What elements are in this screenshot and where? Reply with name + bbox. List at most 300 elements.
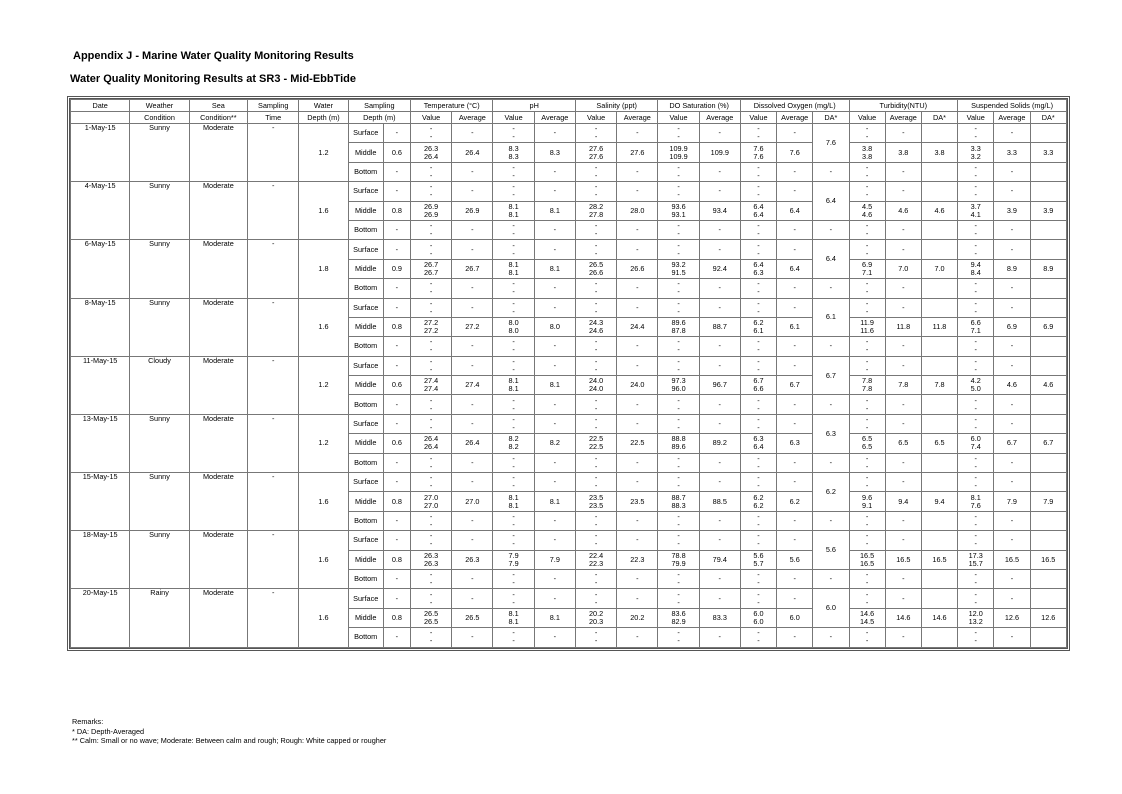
- cell-ss-average: 16.5: [994, 550, 1030, 569]
- dash-line: -: [757, 337, 760, 347]
- dash-line: -: [757, 570, 760, 580]
- cell-ss-da: [1030, 569, 1066, 588]
- cell-time: -: [248, 298, 299, 356]
- cell-turbidity-average: -: [885, 395, 921, 414]
- remark-sea-condition: ** Calm: Small or no wave; Moderate: Between calm and rough; Rough: White capped or rougher: [72, 736, 387, 745]
- cell-turbidity-average: 7.8: [885, 376, 921, 395]
- dash-line: -: [594, 597, 598, 607]
- cell-do-sat-average: -: [699, 240, 740, 259]
- dash-line: -: [757, 306, 760, 316]
- cell-ss-da: [1030, 589, 1066, 608]
- dash-line: -: [512, 298, 515, 308]
- cell-level: Surface: [348, 531, 383, 550]
- cell-do-average: -: [777, 356, 813, 375]
- dash-line: -: [594, 512, 598, 521]
- value-line: 26.6: [588, 267, 604, 277]
- cell-temp-average: -: [452, 511, 493, 530]
- cell-water-depth: 1.8: [299, 240, 348, 298]
- table-row: [71, 589, 1067, 608]
- cell-temp-value: [410, 569, 451, 588]
- cell-do-value: [740, 628, 776, 647]
- column-subheader: Average: [617, 112, 658, 124]
- column-subheader: DA*: [1030, 112, 1066, 124]
- cell-ph-value: [493, 395, 534, 414]
- cell-salinity-average: 24.0: [617, 376, 658, 395]
- value-line: 8.3: [508, 151, 519, 161]
- cell-do-sat-average: -: [699, 337, 740, 356]
- cell-date: 11-May-15: [71, 356, 130, 414]
- remarks: [72, 717, 386, 746]
- value-line: 13.2: [968, 616, 983, 626]
- cell-salinity-average: 24.4: [617, 317, 658, 336]
- dash-line: -: [677, 306, 680, 316]
- column-subheader: Depth (m): [299, 112, 348, 124]
- cell-sampling-depth: -: [383, 279, 410, 298]
- dash-line: -: [974, 287, 977, 297]
- dash-line: -: [594, 240, 598, 250]
- cell-ss-da: [1030, 162, 1066, 181]
- cell-salinity-average: 22.3: [617, 550, 658, 569]
- dash-line: -: [677, 481, 680, 491]
- value-line: 16.5: [860, 550, 875, 560]
- dash-line: -: [974, 423, 977, 433]
- value-line: 5.6: [753, 550, 764, 560]
- results-table-frame: [67, 96, 1070, 651]
- cell-sampling-depth: -: [383, 414, 410, 433]
- cell-turbidity-value: [849, 259, 885, 278]
- cell-do-da: -: [813, 337, 849, 356]
- cell-salinity-average: -: [617, 240, 658, 259]
- cell-turbidity-average: -: [885, 124, 921, 143]
- cell-temp-average: -: [452, 414, 493, 433]
- cell-ph-average: -: [534, 240, 575, 259]
- cell-do-sat-average: -: [699, 511, 740, 530]
- cell-ss-average: -: [994, 473, 1030, 492]
- cell-turbidity-da: 4.6: [921, 201, 957, 220]
- dash-line: -: [757, 481, 760, 491]
- value-line: 20.3: [588, 616, 604, 626]
- dash-line: -: [677, 628, 680, 638]
- dash-line: -: [757, 124, 760, 134]
- cell-date: 13-May-15: [71, 414, 130, 472]
- column-subheader: Average: [699, 112, 740, 124]
- cell-weather: Sunny: [130, 473, 189, 531]
- cell-salinity-value: [575, 473, 616, 492]
- dash-line: -: [757, 279, 760, 289]
- cell-do-sat-average: 88.7: [699, 317, 740, 336]
- cell-ss-da: [1030, 240, 1066, 259]
- value-line: 15.7: [968, 558, 983, 568]
- cell-level: Surface: [348, 124, 383, 143]
- cell-ss-value: [958, 569, 994, 588]
- dash-line: -: [512, 473, 515, 483]
- cell-salinity-value: [575, 162, 616, 181]
- cell-water-depth: 1.6: [299, 473, 348, 531]
- cell-turbidity-value: [849, 414, 885, 433]
- value-line: 6.5: [862, 442, 873, 452]
- cell-sampling-depth: -: [383, 182, 410, 201]
- value-line: 109.9: [669, 143, 688, 153]
- cell-ph-value: [493, 531, 534, 550]
- cell-turbidity-da: 11.8: [921, 317, 957, 336]
- table-row: [71, 298, 1067, 317]
- dash-line: -: [974, 298, 977, 308]
- cell-salinity-average: -: [617, 628, 658, 647]
- cell-temp-value: [410, 201, 451, 220]
- cell-do-sat-average: -: [699, 569, 740, 588]
- cell-ss-average: -: [994, 220, 1030, 239]
- dash-line: -: [594, 395, 598, 405]
- dash-line: -: [974, 345, 977, 355]
- table-row: [71, 414, 1067, 433]
- column-subheader: Time: [248, 112, 299, 124]
- cell-salinity-average: -: [617, 279, 658, 298]
- dash-line: -: [757, 170, 760, 180]
- cell-turbidity-value: [849, 298, 885, 317]
- cell-turbidity-average: 14.6: [885, 608, 921, 627]
- cell-do-sat-value: [658, 356, 699, 375]
- cell-sampling-depth: -: [383, 162, 410, 181]
- value-line: 6.3: [753, 267, 764, 277]
- dash-line: -: [594, 589, 598, 599]
- value-line: 24.0: [588, 384, 604, 394]
- dash-line: -: [512, 512, 515, 521]
- cell-level: Bottom: [348, 337, 383, 356]
- value-line: 22.3: [588, 558, 604, 568]
- dash-line: -: [512, 364, 515, 374]
- cell-salinity-average: -: [617, 220, 658, 239]
- dash-line: -: [974, 395, 977, 405]
- value-line: 27.8: [588, 209, 604, 219]
- table-row: [71, 124, 1067, 143]
- dash-line: -: [594, 170, 598, 180]
- cell-turbidity-value: [849, 395, 885, 414]
- dash-line: -: [677, 190, 680, 200]
- cell-ss-average: 3.9: [994, 201, 1030, 220]
- cell-sea: Moderate: [189, 531, 247, 589]
- cell-do-average: 6.3: [777, 434, 813, 453]
- cell-date: 4-May-15: [71, 182, 130, 240]
- dash-line: -: [757, 182, 760, 192]
- cell-sampling-depth: -: [383, 589, 410, 608]
- cell-ss-value: [958, 143, 994, 162]
- dash-line: -: [677, 279, 680, 289]
- cell-do-value: [740, 143, 776, 162]
- dash-line: -: [512, 306, 515, 316]
- cell-turbidity-value: [849, 337, 885, 356]
- cell-turbidity-da: [921, 279, 957, 298]
- cell-ph-average: 8.0: [534, 317, 575, 336]
- dash-line: -: [757, 512, 760, 521]
- cell-turbidity-average: -: [885, 356, 921, 375]
- cell-ph-value: [493, 628, 534, 647]
- cell-temp-value: [410, 356, 451, 375]
- dash-line: -: [594, 531, 598, 541]
- dash-line: -: [594, 279, 598, 289]
- cell-time: -: [248, 356, 299, 414]
- column-header: Date: [71, 100, 130, 112]
- dash-line: -: [429, 395, 433, 405]
- cell-temp-value: [410, 395, 451, 414]
- cell-water-depth: 1.6: [299, 298, 348, 356]
- cell-do-average: -: [777, 279, 813, 298]
- dash-line: -: [677, 520, 680, 529]
- dash-line: -: [974, 306, 977, 316]
- value-line: 27.2: [424, 326, 439, 336]
- cell-turbidity-da: 9.4: [921, 492, 957, 511]
- cell-do-sat-average: -: [699, 220, 740, 239]
- dash-line: -: [512, 240, 515, 250]
- cell-do-sat-average: -: [699, 298, 740, 317]
- cell-salinity-value: [575, 220, 616, 239]
- cell-do-da: 6.1: [813, 298, 849, 337]
- cell-do-sat-value: [658, 531, 699, 550]
- cell-ph-value: [493, 124, 534, 143]
- cell-do-sat-value: [658, 220, 699, 239]
- dash-line: -: [512, 461, 515, 471]
- value-line: 7.9: [508, 558, 519, 568]
- cell-salinity-value: [575, 182, 616, 201]
- value-line: 11.9: [860, 318, 874, 328]
- value-line: 4.1: [970, 209, 981, 219]
- cell-ss-average: 4.6: [994, 376, 1030, 395]
- cell-level: Middle: [348, 492, 383, 511]
- cell-date: 6-May-15: [71, 240, 130, 298]
- column-header: Water: [299, 100, 348, 112]
- dash-line: -: [594, 190, 598, 200]
- cell-do-sat-average: 83.3: [699, 608, 740, 627]
- dash-line: -: [974, 190, 977, 200]
- cell-turbidity-average: 16.5: [885, 550, 921, 569]
- cell-turbidity-da: [921, 453, 957, 472]
- cell-do-average: -: [777, 628, 813, 647]
- cell-do-da: -: [813, 569, 849, 588]
- cell-temp-average: 27.4: [452, 376, 493, 395]
- cell-ph-average: 8.1: [534, 492, 575, 511]
- cell-level: Middle: [348, 434, 383, 453]
- cell-do-sat-value: [658, 434, 699, 453]
- cell-ph-value: [493, 182, 534, 201]
- cell-do-da: -: [813, 453, 849, 472]
- value-line: 7.9: [508, 550, 519, 560]
- cell-sampling-depth: 0.6: [383, 376, 410, 395]
- value-line: 26.5: [424, 608, 439, 618]
- dash-line: -: [429, 636, 433, 646]
- cell-temp-average: 26.3: [452, 550, 493, 569]
- cell-ss-average: -: [994, 162, 1030, 181]
- cell-do-sat-average: -: [699, 124, 740, 143]
- cell-level: Middle: [348, 143, 383, 162]
- cell-do-average: 6.7: [777, 376, 813, 395]
- cell-salinity-value: [575, 124, 616, 143]
- dash-line: -: [594, 124, 598, 134]
- dash-line: -: [429, 124, 433, 134]
- column-subheader: Value: [849, 112, 885, 124]
- cell-ss-value: [958, 182, 994, 201]
- cell-time: -: [248, 531, 299, 589]
- cell-ss-value: [958, 201, 994, 220]
- cell-do-sat-average: -: [699, 589, 740, 608]
- cell-sampling-depth: -: [383, 569, 410, 588]
- cell-do-sat-average: -: [699, 453, 740, 472]
- cell-salinity-value: [575, 589, 616, 608]
- dash-line: -: [757, 520, 760, 529]
- dash-line: -: [757, 453, 760, 463]
- cell-sampling-depth: 0.8: [383, 317, 410, 336]
- cell-ss-da: 4.6: [1030, 376, 1066, 395]
- dash-line: -: [594, 453, 598, 463]
- cell-temp-average: 26.9: [452, 201, 493, 220]
- dash-line: -: [429, 279, 433, 289]
- cell-temp-value: [410, 628, 451, 647]
- dash-line: -: [594, 345, 598, 355]
- dash-line: -: [865, 589, 869, 599]
- cell-do-value: [740, 473, 776, 492]
- dash-line: -: [865, 190, 869, 200]
- remarks-title: Remarks:: [72, 717, 104, 726]
- cell-do-sat-value: [658, 414, 699, 433]
- dash-line: -: [757, 473, 760, 483]
- dash-line: -: [757, 403, 760, 413]
- dash-line: -: [974, 578, 977, 588]
- cell-ss-value: [958, 492, 994, 511]
- column-subheader: Average: [534, 112, 575, 124]
- cell-weather: Rainy: [130, 589, 189, 647]
- column-header: Weather: [130, 100, 189, 112]
- dash-line: -: [865, 364, 869, 374]
- cell-weather: Sunny: [130, 298, 189, 356]
- column-header: Suspended Solids (mg/L): [958, 100, 1067, 112]
- cell-water-depth: 1.2: [299, 124, 348, 182]
- value-line: 9.1: [862, 500, 873, 510]
- value-line: 6.1: [753, 326, 764, 336]
- cell-salinity-value: [575, 259, 616, 278]
- cell-ph-average: -: [534, 162, 575, 181]
- value-line: 22.5: [588, 442, 604, 452]
- cell-turbidity-average: -: [885, 628, 921, 647]
- dash-line: -: [429, 403, 433, 413]
- dash-line: -: [429, 248, 433, 258]
- cell-ss-value: [958, 162, 994, 181]
- dash-line: -: [677, 597, 680, 607]
- cell-weather: Sunny: [130, 182, 189, 240]
- cell-do-da: 7.6: [813, 124, 849, 163]
- dash-line: -: [677, 298, 680, 308]
- cell-time: -: [248, 414, 299, 472]
- cell-do-average: -: [777, 162, 813, 181]
- cell-ph-average: -: [534, 182, 575, 201]
- value-line: 8.1: [508, 500, 519, 510]
- cell-temp-average: 27.2: [452, 317, 493, 336]
- cell-level: Bottom: [348, 628, 383, 647]
- cell-ph-average: -: [534, 589, 575, 608]
- cell-salinity-value: [575, 356, 616, 375]
- cell-ss-da: [1030, 531, 1066, 550]
- dash-line: -: [677, 539, 680, 549]
- dash-line: -: [429, 221, 433, 231]
- dash-line: -: [865, 628, 869, 638]
- cell-temp-value: [410, 298, 451, 317]
- dash-line: -: [512, 520, 515, 529]
- cell-turbidity-average: -: [885, 298, 921, 317]
- cell-turbidity-average: -: [885, 220, 921, 239]
- cell-ph-average: -: [534, 511, 575, 530]
- column-header: Temperature (°C): [410, 100, 492, 112]
- cell-ph-value: [493, 337, 534, 356]
- cell-ph-value: [493, 453, 534, 472]
- cell-turbidity-average: -: [885, 453, 921, 472]
- cell-ss-average: -: [994, 124, 1030, 143]
- value-line: 8.0: [508, 326, 519, 336]
- dash-line: -: [865, 132, 869, 142]
- cell-do-sat-value: [658, 376, 699, 395]
- cell-ss-average: -: [994, 279, 1030, 298]
- cell-do-value: [740, 162, 776, 181]
- cell-ph-value: [493, 240, 534, 259]
- cell-do-average: -: [777, 298, 813, 317]
- dash-line: -: [757, 190, 760, 200]
- cell-do-sat-average: -: [699, 162, 740, 181]
- value-line: 7.1: [970, 326, 981, 336]
- cell-do-sat-value: [658, 162, 699, 181]
- cell-ss-value: [958, 628, 994, 647]
- cell-salinity-value: [575, 240, 616, 259]
- remark-da: * DA: Depth-Averaged: [72, 726, 145, 736]
- dash-line: -: [974, 182, 977, 192]
- cell-do-da: -: [813, 628, 849, 647]
- column-subheader: DA*: [921, 112, 957, 124]
- cell-ss-value: [958, 337, 994, 356]
- dash-line: -: [512, 395, 515, 405]
- dash-line: -: [865, 539, 869, 549]
- value-line: 96.0: [671, 384, 686, 394]
- cell-turbidity-da: [921, 414, 957, 433]
- cell-do-sat-value: [658, 550, 699, 569]
- dash-line: -: [677, 229, 680, 239]
- cell-turbidity-da: [921, 473, 957, 492]
- cell-do-sat-value: [658, 298, 699, 317]
- dash-line: -: [594, 403, 598, 413]
- cell-do-da: -: [813, 162, 849, 181]
- value-line: 27.2: [424, 318, 439, 328]
- cell-do-sat-value: [658, 511, 699, 530]
- cell-do-average: 5.6: [777, 550, 813, 569]
- cell-turbidity-value: [849, 628, 885, 647]
- cell-do-average: -: [777, 124, 813, 143]
- value-line: 8.1: [508, 608, 519, 618]
- header-row-2: [71, 112, 1067, 124]
- cell-turbidity-average: 3.8: [885, 143, 921, 162]
- value-line: 27.4: [424, 376, 439, 386]
- cell-level: Surface: [348, 240, 383, 259]
- cell-ph-average: -: [534, 628, 575, 647]
- cell-ss-value: [958, 220, 994, 239]
- value-line: 6.4: [753, 201, 764, 211]
- dash-line: -: [757, 287, 760, 297]
- dash-line: -: [865, 453, 869, 463]
- cell-turbidity-average: -: [885, 162, 921, 181]
- cell-ph-value: [493, 317, 534, 336]
- cell-turbidity-value: [849, 201, 885, 220]
- value-line: 11.6: [860, 326, 874, 336]
- cell-do-average: 7.6: [777, 143, 813, 162]
- cell-salinity-average: -: [617, 298, 658, 317]
- cell-level: Middle: [348, 550, 383, 569]
- column-subheader: Value: [575, 112, 616, 124]
- dash-line: -: [429, 337, 433, 347]
- cell-temp-average: 26.4: [452, 143, 493, 162]
- column-subheader: Condition: [130, 112, 189, 124]
